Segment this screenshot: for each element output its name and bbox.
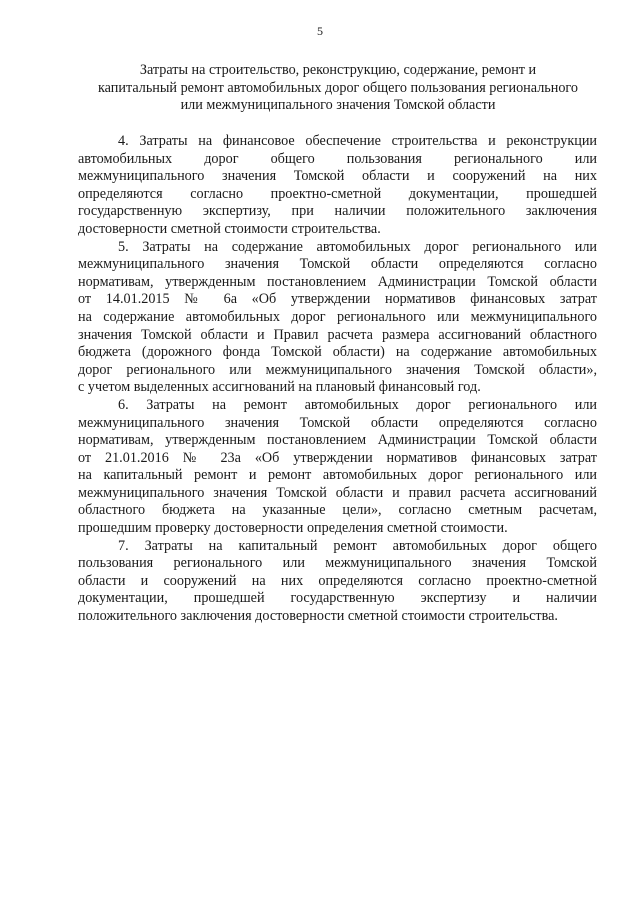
text-line: достоверности сметной стоимости строительства. [78, 220, 381, 237]
text-line: 6. Затраты на ремонт автомобильных дорог регионального или [118, 396, 597, 413]
text-line: межмуниципального значения Томской области и сооружений на них [78, 168, 597, 185]
text-line: государственную экспертизу, при наличии положительного заключения [78, 203, 597, 220]
paragraph-5 [78, 239, 597, 397]
page-number: 5 [317, 24, 323, 38]
text-line: межмуниципального значения Томской области и правил расчета ассигнований [78, 484, 597, 501]
text-line: на содержание автомобильных дорог регионального или межмуниципального [78, 308, 597, 325]
text-line: на капитальный ремонт и ремонт автомобильных дорог регионального или [78, 467, 597, 484]
text-line: от 21.01.2016 № 23а «Об утверждении нормативов финансовых затрат [78, 449, 597, 466]
paragraph-4 [78, 133, 597, 239]
paragraph-6 [78, 397, 597, 538]
text-line: 7. Затраты на капитальный ремонт автомобильных дорог общего [118, 537, 597, 554]
text-line: автомобильных дорог общего пользования регионального или [78, 150, 597, 167]
text-line: положительного заключения достоверности сметной стоимости строительства. [78, 608, 558, 625]
text-line: области и сооружений на них определяются согласно проектно-сметной [78, 572, 597, 589]
text-line: документации, прошедшей государственную экспертизу и наличии [78, 590, 597, 607]
section-heading [78, 62, 598, 115]
heading-line: Затраты на строительство, реконструкцию, содержание, ремонт и [139, 62, 537, 78]
text-line: значения Томской области и Правил расчета размера ассигнований областного [78, 326, 597, 343]
text-line: прошедшим проверку достоверности определения сметной стоимости. [78, 520, 508, 537]
text-line: с учетом выделенных ассигнований на плановый финансовый год. [78, 379, 481, 396]
paragraph-7 [78, 538, 597, 626]
text-line: 5. Затраты на содержание автомобильных дорог регионального или [118, 238, 597, 255]
text-line: пользования регионального или межмуниципального значения Томской [78, 555, 597, 572]
text-line: нормативам, утвержденным постановлением Администрации Томской области [78, 432, 597, 449]
document-body [78, 133, 597, 626]
text-line: 4. Затраты на финансовое обеспечение строительства и реконструкции [118, 133, 597, 149]
text-line: межмуниципального значения Томской области определяются согласно [78, 414, 597, 431]
heading-line: или межмуниципального значения Томской области [180, 97, 496, 113]
text-line: бюджета (дорожного фонда Томской области) на содержание автомобильных [78, 344, 597, 361]
text-line: областного бюджета на указанные цели», согласно сметным расчетам, [78, 502, 597, 519]
text-line: межмуниципального значения Томской области определяются согласно [78, 256, 597, 273]
text-line: от 14.01.2015 № 6а «Об утверждении нормативов финансовых затрат [78, 291, 597, 308]
text-line: определяются согласно проектно-сметной документации, прошедшей [78, 185, 597, 202]
text-line: дорог регионального или межмуниципального значения Томской области», [78, 361, 597, 378]
text-line: нормативам, утвержденным постановлением Администрации Томской области [78, 273, 597, 290]
heading-line: капитальный ремонт автомобильных дорог общего пользования регионального [97, 79, 578, 96]
